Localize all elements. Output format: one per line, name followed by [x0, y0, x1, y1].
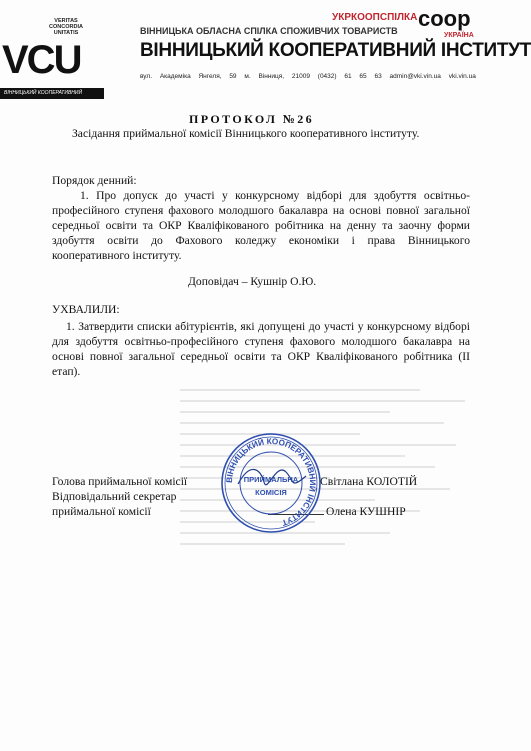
signatory-role-secretary-2: приймальної комісії: [52, 505, 151, 518]
institute-name: ВІННИЦЬКИЙ КООПЕРАТИВНИЙ ІНСТИТУТ: [140, 40, 531, 61]
email: admin@vki.vin.ua: [389, 73, 441, 80]
agenda-heading: Порядок денний:: [52, 174, 137, 187]
speaker: Доповідач – Кушнір О.Ю.: [188, 275, 317, 288]
stamp-ring-text: ВІННИЦЬКИЙ КООПЕРАТИВНИЙ ІНСТИТУТ: [224, 436, 318, 528]
protocol-subtitle: Засідання приймальної комісії Вінницького кооперативного інституту.: [72, 127, 420, 140]
logo-letters: VCU: [2, 38, 81, 82]
logo-band: ВІННИЦЬКИЙ КООПЕРАТИВНИЙ ІНСТИТУТ: [0, 88, 104, 99]
website: vki.vin.ua: [448, 73, 476, 80]
institute-logo: [0, 18, 108, 107]
address: вул. Академіка Янгеля, 59 м. Вінниця, 21009: [140, 73, 310, 80]
signatory-name-secretary: Олена КУШНІР: [326, 505, 406, 518]
protocol-title: ПРОТОКОЛ №26: [189, 112, 315, 126]
union-full-name: ВІННИЦЬКА ОБЛАСНА СПІЛКА СПОЖИВЧИХ ТОВАРИСТВ: [140, 26, 398, 36]
coop-logo: coop: [418, 6, 471, 31]
resolution-item: 1. Затвердити списки абітурієнтів, які допущені до участі у конкурсному відборі для здобуття освітньо-професійного ступеня фахового молодшого бакалавра на основі повної загальної середньої освіти та ОКР Кваліфікованого робітника (ІІ етап).: [52, 320, 470, 378]
union-short-name: УКРКООПСПІЛКА: [332, 12, 418, 23]
signatory-name-chair: Світлана КОЛОТІЙ: [320, 475, 418, 488]
signatory-role-secretary: Відповідальний секретар: [52, 490, 177, 503]
agenda-item: 1. Про допуск до участі у конкурсному відборі для здобуття освітньо-професійного ступеня фахового молодшого бакалавра на основі повної загальної середньої освіти та ОКР Кваліфікованого робітника на денну та заочну форми здобуття освіти до Фахового коледжу економіки і права Вінницького кооперативного інституту.: [52, 189, 470, 262]
resolved-heading: УХВАЛИЛИ:: [52, 303, 120, 316]
stamp-center-1: ПРИЙМАЛЬНА: [243, 475, 299, 484]
phone: (0432) 61 65 63: [317, 73, 382, 80]
logo-motto: VERITAS CONCORDIA UNITATIS: [49, 18, 83, 36]
official-stamp: [220, 432, 322, 534]
coop-country: УКРАЇНА: [444, 32, 474, 39]
stamp-center-2: КОМІСІЯ: [255, 488, 287, 497]
contacts-line: [140, 73, 476, 80]
signatory-role-chair: Голова приймальної комісії: [52, 475, 188, 488]
